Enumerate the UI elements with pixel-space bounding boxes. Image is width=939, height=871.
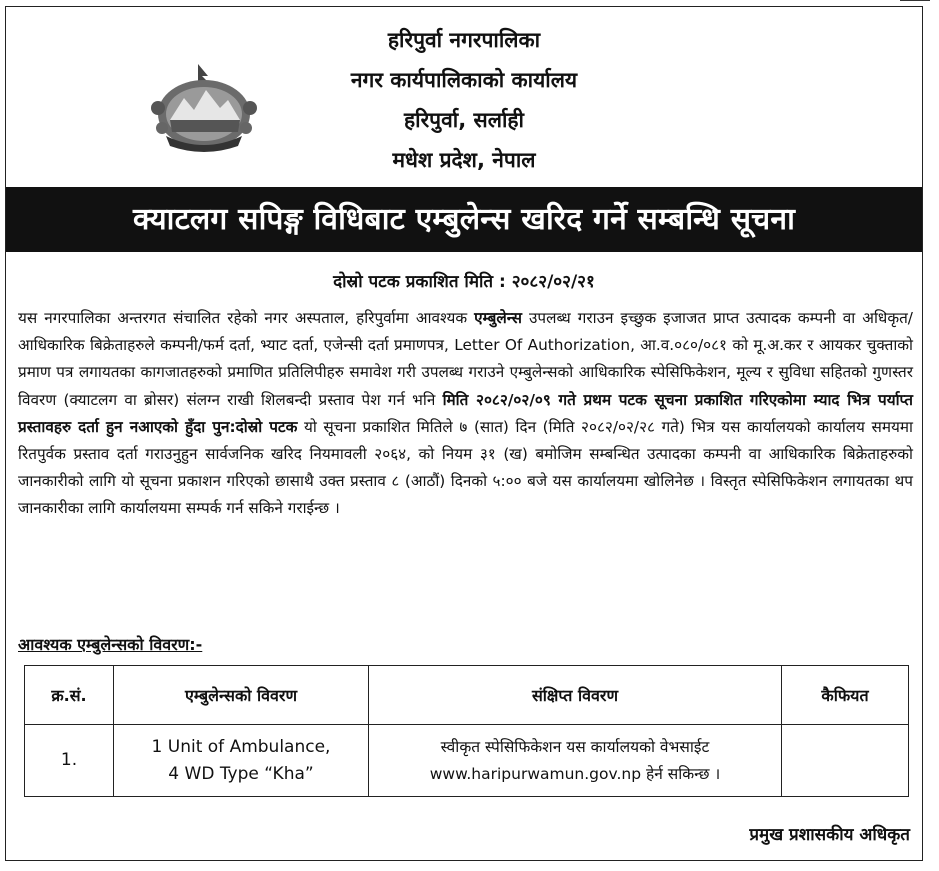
- office-header: [6, 7, 922, 187]
- cell-sn: 1.: [25, 725, 114, 797]
- table-header-row: [25, 666, 909, 725]
- page-edge-line: [900, 0, 930, 1]
- col-header-brief: संक्षिप्त विवरण: [369, 666, 782, 725]
- office-location: हरिपुर्वा, सर्लाही: [404, 108, 524, 132]
- cell-remarks: [782, 725, 909, 797]
- body-part-1: यस नगरपालिका अन्तरगत संचालित रहेको नगर अस्पताल, हरिपुर्वामा आवश्यक: [18, 309, 468, 327]
- publication-date: दोस्रो पटक प्रकाशित मिति : २०८२/०२/२१: [333, 272, 595, 292]
- description-line-2: 4 WD Type “Kha”: [168, 763, 314, 784]
- ambulance-spec-table: [24, 665, 909, 797]
- signatory-title: प्रमुख प्रशासकीय अधिकृत: [749, 825, 910, 845]
- body-part-3: यो सूचना प्रकाशित मितिले ७ (सात) दिन (मिति २०८२/०२/२८ गते) भित्र यस कार्यालयको कार्यालय समयमा रितपुर्वक प्रस्ताव दर्ता गराउनुहुन सार्वजनिक खरिद नियमावली २०६४, को नियम ३१ (ख) बमोजिम सम्बन्धित उत्पादका कम्पनी वा आधिकारिक बिक्रेताहरुको जानकारीको लागि यो सूचना प्रकाशन गरिएको छासाथै उक्त प्रस्ताव ८ (आठौं) दिनको ५:०० बजे यस कार्यालयमा खोलिनेछ । विस्तृत स्पेसिफिकेशन लगायतका थप जानकारीका लागि कार्यालयमा सम्पर्क गर्न सकिने गराईन्छ ।: [18, 417, 913, 518]
- province-country: मधेश प्रदेश, नेपाल: [392, 148, 536, 172]
- brief-line-1: स्वीकृत स्पेसिफिकेशन यस कार्यालयको वेभसाईट: [440, 737, 710, 756]
- cell-description: [114, 725, 369, 797]
- col-header-remarks: कैफियत: [782, 666, 909, 725]
- notice-document: [5, 6, 923, 861]
- notice-title-banner: क्याटलग सपिङ्ग विधिबाट एम्बुलेन्स खरिद गर्ने सम्बन्धि सूचना: [6, 187, 922, 252]
- municipality-name: हरिपुर्वा नगरपालिका: [387, 28, 541, 52]
- cell-brief: [369, 725, 782, 797]
- section-title: आवश्यक एम्बुलेन्सको विवरण:-: [18, 635, 203, 654]
- brief-line-2: www.haripurwamun.gov.np हेर्न सकिन्छ ।: [429, 764, 721, 783]
- col-header-sn: क्र.सं.: [25, 666, 114, 725]
- body-part-2: उपलब्ध गराउन इच्छुक इजाजत प्राप्त उत्पादक कम्पनी वा अधिकृत/आधिकारिक बिक्रेताहरुले कम्पनी/फर्म दर्ता, भ्याट दर्ता, एजेन्सी दर्ता प्रमाणपत्र, Letter Of Authorization, आ.व.०८०/०८१ को मू.अ.कर र आयकर चुक्ताको प्रमाण पत्र लगायतका कागजातहरुको प्रमाणित प्रतिलिपीहरु समावेश गरी उपलब्ध गराउने एम्बुलेन्सको आधिकारिक स्पेसिफिकेशन, मूल्य र सुविधा सहितको गुणस्तर विवरण (क्याटलग वा ब्रोसर) संलग्न राखी शिलबन्दी प्रस्ताव पेश गर्न भनि: [18, 309, 913, 409]
- col-header-description: एम्बुलेन्सको विवरण: [114, 666, 369, 725]
- body-bold-deadline: मिति २०८२/०२/०९ गते प्रथम पटक सूचना प्रकाशित गरिएकोमा म्याद भित्र पर्याप्त प्रस्तावहरु दर्ता हुन नआएको हुँदा पुन:दोस्रो पटक: [18, 390, 913, 436]
- body-bold-ambulance: एम्बुलेन्स: [474, 309, 522, 327]
- description-line-1: 1 Unit of Ambulance,: [151, 736, 331, 757]
- notice-body: [18, 305, 913, 523]
- office-name: नगर कार्यपालिकाको कार्यालय: [350, 68, 578, 92]
- table-row: [25, 725, 909, 797]
